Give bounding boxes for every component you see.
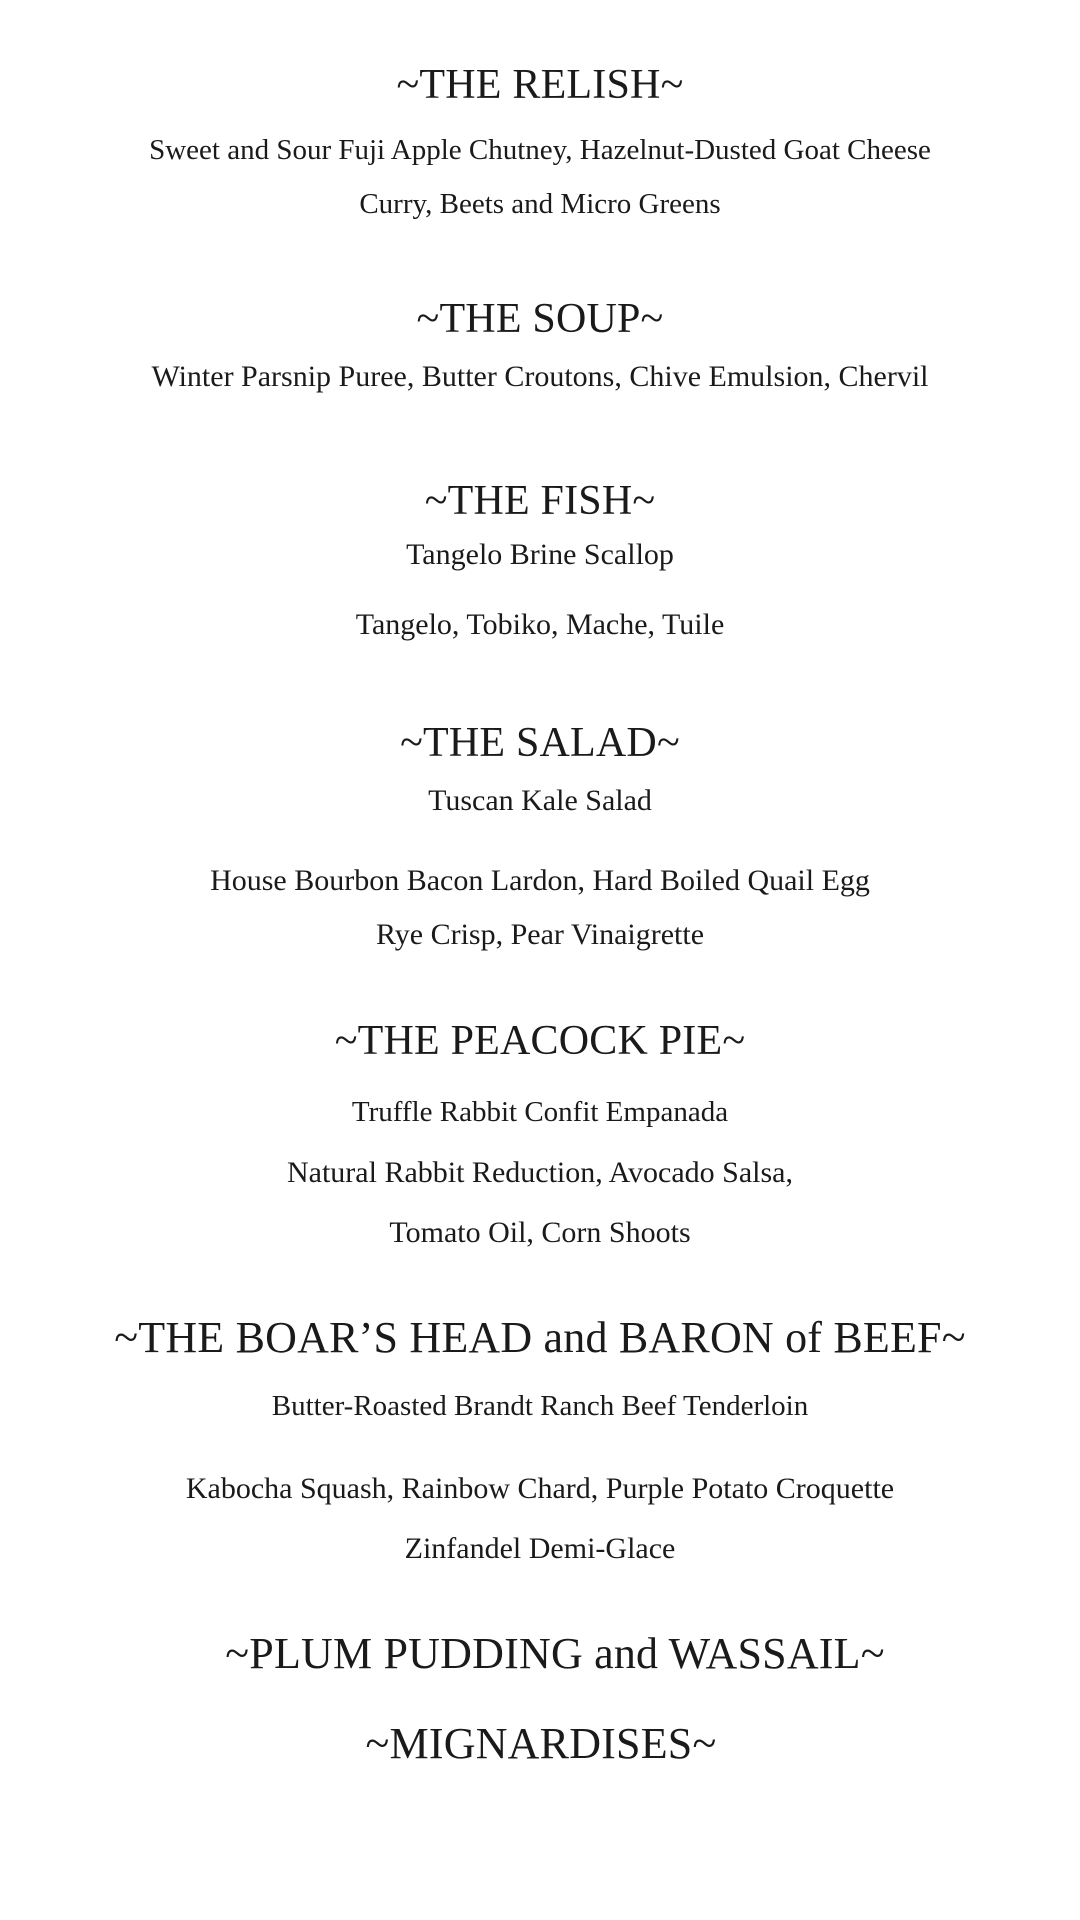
boars-head-heading: ~THE BOAR’S HEAD and BARON of BEEF~ — [114, 1313, 966, 1362]
boars-head-description-line-2: Zinfandel Demi-Glace — [404, 1532, 676, 1565]
boars-head-description-line-1: Kabocha Squash, Rainbow Chard, Purple Potato Croquette — [185, 1472, 895, 1505]
soup-heading: ~THE SOUP~ — [416, 296, 664, 342]
fish-heading: ~THE FISH~ — [424, 478, 656, 524]
salad-description-line-1: House Bourbon Bacon Lardon, Hard Boiled Quail Egg — [210, 864, 870, 897]
peacock-pie-description-line-2: Tomato Oil, Corn Shoots — [389, 1216, 691, 1249]
peacock-pie-dish-name: Truffle Rabbit Confit Empanada — [351, 1096, 729, 1128]
relish-heading: ~THE RELISH~ — [396, 62, 684, 108]
relish-description-line-1: Sweet and Sour Fuji Apple Chutney, Hazelnut-Dusted Goat Cheese — [149, 134, 931, 166]
soup-description: Winter Parsnip Puree, Butter Croutons, Chive Emulsion, Chervil — [151, 360, 929, 393]
boars-head-dish-name: Butter-Roasted Brandt Ranch Beef Tenderloin — [271, 1390, 809, 1422]
peacock-pie-heading: ~THE PEACOCK PIE~ — [334, 1018, 746, 1064]
salad-description-line-2: Rye Crisp, Pear Vinaigrette — [375, 918, 705, 951]
peacock-pie-description-line-1: Natural Rabbit Reduction, Avocado Salsa, — [286, 1156, 793, 1189]
relish-description-line-2: Curry, Beets and Micro Greens — [359, 188, 721, 220]
fish-description: Tangelo, Tobiko, Mache, Tuile — [355, 608, 725, 641]
fish-dish-name: Tangelo Brine Scallop — [406, 538, 674, 571]
salad-heading: ~THE SALAD~ — [400, 720, 680, 766]
salad-dish-name: Tuscan Kale Salad — [428, 784, 652, 817]
plum-pudding-heading: ~PLUM PUDDING and WASSAIL~ — [225, 1629, 885, 1678]
mignardises-heading: ~MIGNARDISES~ — [365, 1719, 717, 1768]
